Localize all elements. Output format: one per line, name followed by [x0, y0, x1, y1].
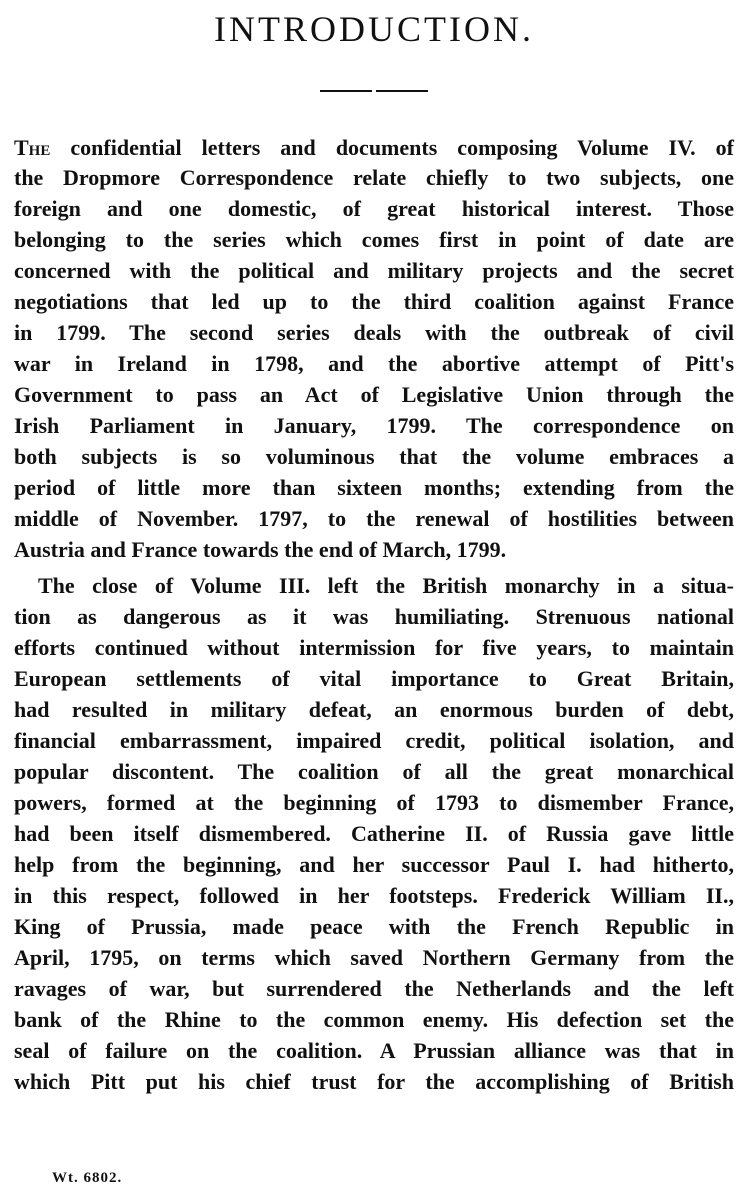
text-line: concerned with the political and military projects and the secret	[14, 258, 734, 283]
printer-signature: Wt. 6802.	[52, 1170, 123, 1186]
text-line: King of Prussia, made peace with the French Republic in	[14, 914, 734, 939]
text-line: had resulted in military defeat, an enormous burden of debt,	[14, 697, 734, 722]
text-line: ravages of war, but surrendered the Netherlands and the left	[14, 976, 734, 1001]
text-line: negotiations that led up to the third coalition against France	[14, 289, 734, 314]
text-line: The confidential letters and documents composing Volume IV. of	[14, 135, 734, 160]
text-line: popular discontent. The coalition of all the great monarchical	[14, 759, 734, 784]
text-line: help from the beginning, and her successor Paul I. had hitherto,	[14, 852, 734, 877]
lead-word: The	[14, 135, 51, 160]
text-line: Government to pass an Act of Legislative Union through the	[14, 382, 734, 407]
text-line: middle of November. 1797, to the renewal of hostilities between	[14, 506, 734, 531]
title-rule	[320, 90, 428, 92]
text-line: April, 1795, on terms which saved Northern Germany from the	[14, 945, 734, 970]
text-line: The close of Volume III. left the British monarchy in a situa-	[38, 573, 734, 598]
text-line: in 1799. The second series deals with the outbreak of civil	[14, 320, 734, 345]
text-line: Austria and France towards the end of March, 1799.	[14, 537, 507, 562]
text-line: had been itself dismembered. Catherine II. of Russia gave little	[14, 821, 734, 846]
text-line: war in Ireland in 1798, and the abortive attempt of Pitt's	[14, 351, 734, 376]
text-line: financial embarrassment, impaired credit, political isolation, and	[14, 728, 734, 753]
text-line: foreign and one domestic, of great historical interest. Those	[14, 196, 734, 221]
text-line: both subjects is so voluminous that the volume embraces a	[14, 444, 734, 469]
text-line: bank of the Rhine to the common enemy. His defection set the	[14, 1007, 734, 1032]
text-line: tion as dangerous as it was humiliating. Strenuous national	[14, 604, 734, 629]
text-line: seal of failure on the coalition. A Prussian alliance was that in	[14, 1038, 734, 1063]
text-line: powers, formed at the beginning of 1793 to dismember France,	[14, 790, 734, 815]
text-line: Irish Parliament in January, 1799. The correspondence on	[14, 413, 734, 438]
text-line: which Pitt put his chief trust for the accomplishing of British	[14, 1069, 734, 1094]
text-line: in this respect, followed in her footsteps. Frederick William II.,	[14, 883, 734, 908]
text-line: efforts continued without intermission for five years, to maintain	[14, 635, 734, 660]
page-title: INTRODUCTION.	[214, 9, 534, 49]
text-line: the Dropmore Correspondence relate chiefly to two subjects, one	[14, 165, 734, 190]
text-line: period of little more than sixteen months; extending from the	[14, 475, 734, 500]
text-line: European settlements of vital importance to Great Britain,	[14, 666, 734, 691]
text-line: belonging to the series which comes first in point of date are	[14, 227, 734, 252]
